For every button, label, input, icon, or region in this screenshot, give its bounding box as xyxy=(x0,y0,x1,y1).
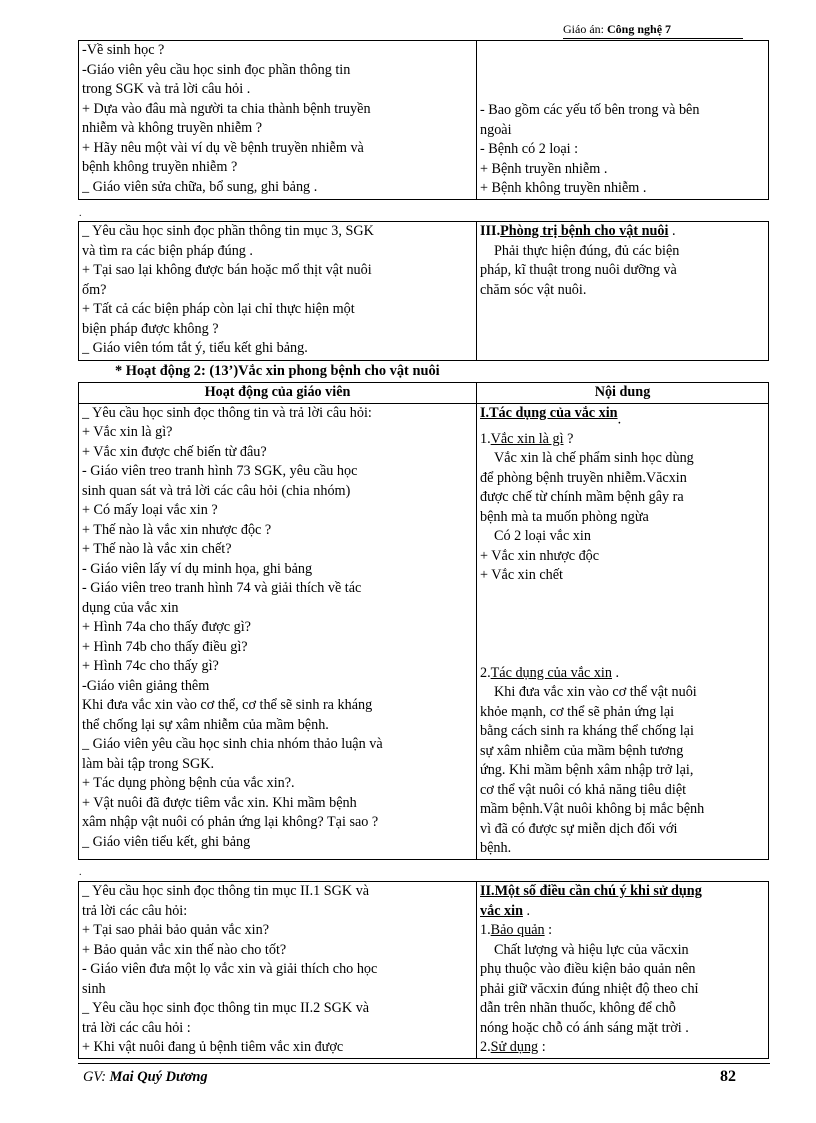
text-line: + Vắc xin là gì? xyxy=(82,424,173,440)
text-line: + Bệnh truyền nhiễm . xyxy=(480,160,608,177)
table4-left-cell xyxy=(79,882,477,1059)
text-line: trả lời các câu hỏi: xyxy=(82,902,188,919)
text-line: + Tất cả các biện pháp còn lại chỉ thực hiện một xyxy=(82,301,355,317)
text-line: _ Yêu cầu học sinh đọc phần thông tin mục 3, SGK xyxy=(82,223,374,239)
table4-right-cell xyxy=(477,882,769,1059)
text-line: + Tại sao phải bảo quản vắc xin? xyxy=(82,922,269,938)
text-line: + Hãy nêu một vài ví dụ về bệnh truyền nhiễm và xyxy=(82,139,364,156)
text-line: ngoài xyxy=(480,121,512,138)
page-header xyxy=(563,22,671,37)
usage-title: II.Một số điều cần chú ý khi sử dụng xyxy=(480,883,702,899)
text-line: trong SGK và trả lời câu hỏi . xyxy=(82,81,251,97)
text-line: Phải thực hiện đúng, đủ các biện xyxy=(494,242,680,259)
text-line: trả lời các câu hỏi : xyxy=(82,1019,191,1036)
text-line: - Giáo viên treo tranh hình 74 và giải thích về tác xyxy=(82,580,362,596)
column-header-content: Nội dung xyxy=(477,383,769,404)
text-line: Chất lượng và hiệu lực của văcxin xyxy=(494,941,689,958)
text-line: nhiễm và không truyền nhiễm ? xyxy=(82,120,263,136)
text-line: + Khi vật nuôi đang ủ bệnh tiêm vắc xin được xyxy=(82,1039,344,1055)
text-line: _ Giáo viên tiểu kết, ghi bảng xyxy=(82,833,251,850)
text-line: + Bảo quản vắc xin thế nào cho tốt? xyxy=(82,941,287,958)
table3-right-cell: I.Tác dụng của vắc xin. 1.Vắc xin là gì ? Vắc xin là chế phẩm sinh học dùng để phòng bệnh truyền nhiễm.Văcxin được chế từ chính mầm bệnh gây ra bệnh mà ta muốn phòng ngừa Có 2 loại vắc xin + Vắc xin nhược độc + Vắc xin chết 2.Tác dụng của vắc xin . Khi đưa vắc xin vào cơ thể vật nuôi khỏe mạnh, cơ thể sẽ phản ứng lại bằng cách sinh ra kháng thể chống lại sự xâm nhiễm của mầm bệnh tương ứng. Khi mầm bệnh xâm nhập trở lại, cơ thể vật nuôi có khả năng tiêu diệt mầm bệnh.Vật nuôi không bị mắc bệnh vì đã có được sự miễn dịch đối với bệnh. xyxy=(477,403,769,859)
text-line: + Hình 74b cho thấy điều gì? xyxy=(82,638,248,655)
table-disease-types xyxy=(78,40,769,200)
text-line: _ Yêu cầu học sinh đọc thông tin và trả lời câu hỏi: xyxy=(82,404,372,421)
vaccine-def-subtitle: 1.Vắc xin là gì ? xyxy=(480,430,574,447)
table-prevention xyxy=(78,221,769,361)
text-line: Khi đưa vắc xin vào cơ thể, cơ thể sẽ sinh ra kháng xyxy=(82,697,373,713)
header-prefix: Giáo án: xyxy=(563,22,604,36)
table-vaccine xyxy=(78,382,769,860)
text-line: + Dựa vào đâu mà người ta chia thành bệnh truyền xyxy=(82,100,371,117)
text-line: và tìm ra các biện pháp đúng . xyxy=(82,242,253,259)
text-line: sinh xyxy=(82,980,106,997)
text-line: + Vắc xin nhược độc xyxy=(480,547,600,564)
text-line: + Hình 74a cho thấy được gì? xyxy=(82,619,251,635)
text-line: -Giáo viên yêu cầu học sinh đọc phần thông tin xyxy=(82,61,351,78)
teacher-credit: GV: Mai Quý Dương xyxy=(83,1069,208,1085)
text-line: bệnh mà ta muốn phòng ngừa xyxy=(480,508,649,525)
text-line: sinh quan sát và trả lời các câu hỏi (chia nhóm) xyxy=(82,482,351,499)
text-line: phải giữ văcxin đúng nhiệt độ theo chỉ xyxy=(480,980,699,997)
text-line: ốm? xyxy=(82,281,107,298)
header-rule xyxy=(563,38,743,39)
teacher-name: Mai Quý Dương xyxy=(109,1069,208,1085)
column-header-teacher: Hoạt động của giáo viên xyxy=(79,383,477,404)
text-line: - Giáo viên đưa một lọ vắc xin và giải thích cho học xyxy=(82,961,378,977)
text-line: pháp, kĩ thuật trong nuôi dưỡng và xyxy=(480,262,677,278)
text-line: - Giáo viên lấy ví dụ minh họa, ghi bảng xyxy=(82,560,313,577)
table2-right-cell xyxy=(477,222,769,361)
text-line: chăm sóc vật nuôi. xyxy=(480,281,587,298)
text-line: _ Yêu cầu học sinh đọc thông tin mục II.1 SGK và xyxy=(82,883,370,899)
text-line: làm bài tập trong SGK. xyxy=(82,755,215,772)
header-subject: Công nghệ 7 xyxy=(607,22,672,36)
text-line: -Giáo viên giảng thêm xyxy=(82,677,210,694)
text-line: Khi đưa vắc xin vào cơ thể vật nuôi xyxy=(494,684,697,700)
table-vaccine-usage xyxy=(78,881,769,1059)
text-line: - Bệnh có 2 loại : xyxy=(480,141,579,157)
table2-left-cell xyxy=(79,222,477,361)
activity-2-heading: * Hoạt động 2: (13’)Vắc xin phong bệnh cho vật nuôi xyxy=(115,363,440,379)
text-line: + Có mấy loại vắc xin ? xyxy=(82,502,218,518)
storage-subtitle: 1.Bảo quản : xyxy=(480,922,553,938)
table1-right-cell xyxy=(477,41,769,200)
table1-left-cell xyxy=(79,41,477,200)
text-line: - Bao gồm các yếu tố bên trong và bên xyxy=(480,102,700,118)
page-number: 82 xyxy=(720,1068,736,1085)
text-line: bệnh không truyền nhiễm ? xyxy=(82,159,238,175)
text-line: + Tại sao lại không được bán hoặc mổ thịt vật nuôi xyxy=(82,262,372,278)
text-line: _ Giáo viên tóm tắt ý, tiểu kết ghi bảng. xyxy=(82,340,308,356)
vaccine-effect-subtitle: 2.Tác dụng của vắc xin . xyxy=(480,664,620,681)
text-line: + Thế nào là vắc xin nhược độc ? xyxy=(82,521,272,538)
text-line: + Tác dụng phòng bệnh của vắc xin?. xyxy=(82,775,295,791)
text-line: được chế từ chính mầm bệnh gây ra xyxy=(480,489,684,505)
text-line: _ Giáo viên sửa chữa, bổ sung, ghi bảng . xyxy=(82,178,318,195)
text-line: bệnh. xyxy=(480,840,512,856)
text-line: cơ thể vật nuôi có khả năng tiêu diệt xyxy=(480,781,687,798)
footer-rule xyxy=(78,1063,770,1064)
text-line: mầm bệnh.Vật nuôi không bị mắc bệnh xyxy=(480,801,705,817)
text-line: bằng cách sinh ra kháng thể chống lại xyxy=(480,723,694,739)
text-line: Vắc xin là chế phẩm sinh học dùng xyxy=(494,450,694,466)
text-line: Có 2 loại vắc xin xyxy=(494,528,591,544)
separator-dot: . xyxy=(79,208,82,219)
separator-dot-2: . xyxy=(79,867,82,878)
text-line: sự xâm nhiễm của mầm bệnh tương xyxy=(480,742,684,759)
text-line: + Vắc xin được chế biến từ đâu? xyxy=(82,443,267,460)
text-line: ứng. Khi mầm bệnh xâm nhập trở lại, xyxy=(480,762,694,778)
text-line: + Bệnh không truyền nhiễm . xyxy=(480,180,647,196)
text-line: - Giáo viên treo tranh hình 73 SGK, yêu cầu học xyxy=(82,463,358,479)
usage-title-2: vắc xin . xyxy=(480,902,531,919)
text-line: + Thế nào là vắc xin chết? xyxy=(82,541,232,557)
text-line: nóng hoặc chỗ có ánh sáng mặt trời . xyxy=(480,1019,689,1036)
text-line: dụng của vắc xin xyxy=(82,599,179,616)
text-line: + Vắc xin chết xyxy=(480,567,563,583)
text-line: phụ thuộc vào điều kiện bảo quản nên xyxy=(480,961,696,977)
text-line: vì đã có được sự miễn dịch đối với xyxy=(480,820,678,837)
text-line: + Vật nuôi đã được tiêm vắc xin. Khi mầm bệnh xyxy=(82,794,357,811)
text-line: dẫn trên nhãn thuốc, không để chỗ xyxy=(480,1000,676,1016)
text-line: khỏe mạnh, cơ thể sẽ phản ứng lại xyxy=(480,703,675,720)
usage-subtitle: 2.Sử dụng : xyxy=(480,1039,546,1055)
vaccine-effect-title: I.Tác dụng của vắc xin xyxy=(480,404,618,421)
prevention-title: III.Phòng trị bệnh cho vật nuôi . xyxy=(480,223,676,239)
text-line: -Về sinh học ? xyxy=(82,42,165,58)
text-line: _ Giáo viên yêu cầu học sinh chia nhóm thảo luận và xyxy=(82,736,383,752)
table3-left-cell xyxy=(79,403,477,859)
text-line: để phòng bệnh truyền nhiễm.Văcxin xyxy=(480,469,687,486)
text-line: xâm nhập vật nuôi có phản ứng lại không? Tại sao ? xyxy=(82,814,379,830)
text-line: _ Yêu cầu học sinh đọc thông tin mục II.2 SGK và xyxy=(82,1000,370,1016)
text-line: + Hình 74c cho thấy gì? xyxy=(82,658,219,674)
text-line: biện pháp được không ? xyxy=(82,320,219,337)
text-line: thể chống lại sự xâm nhiễm của mầm bệnh. xyxy=(82,716,329,733)
